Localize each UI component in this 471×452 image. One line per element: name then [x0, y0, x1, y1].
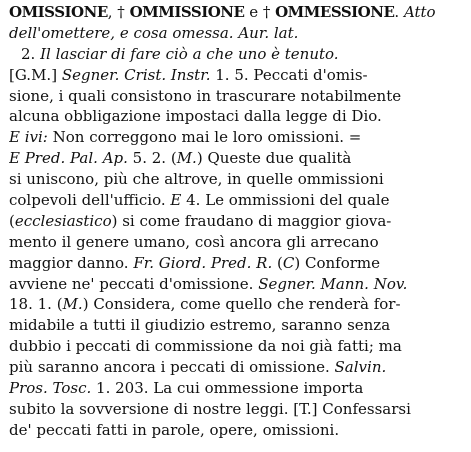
- text-run: subito la sovversione di nostre leggi. [T.] Confessarsi: [9, 399, 411, 418]
- italic-text: E Pred. Pal. Ap.: [9, 149, 128, 168]
- text-run: più saranno ancora i peccati di omissione.: [9, 358, 335, 377]
- text-run: avviene ne' peccati d'omissione.: [9, 274, 259, 293]
- entry-line: [9, 294, 463, 315]
- text-run: 1. 5. Peccati d'omis-: [210, 65, 368, 84]
- text-run: ) Queste due qualità: [196, 149, 352, 168]
- italic-text: M.: [62, 295, 83, 314]
- entry-line: [9, 232, 463, 253]
- entry-line: [9, 399, 463, 420]
- italic-text: Salvin.: [334, 358, 387, 377]
- text-run: (: [9, 211, 15, 230]
- entry-line: [9, 253, 463, 274]
- text-run: alcuna obbligazione impostaci dalla legge di Dio.: [9, 107, 382, 126]
- entry-line: [9, 169, 463, 190]
- italic-text: C: [282, 253, 295, 272]
- text-run: dubbio i peccati di commissione da noi già fatti; ma: [9, 337, 402, 356]
- italic-text: Segner. Mann. Nov.: [258, 274, 408, 293]
- text-run: e †: [244, 3, 276, 21]
- text-run: 2.: [21, 44, 41, 63]
- entry-line: [9, 127, 463, 148]
- entry-line: [9, 86, 463, 107]
- entry-line: [9, 190, 463, 211]
- text-run: 18. 1. (: [9, 295, 63, 314]
- entry-headline: [9, 2, 463, 23]
- text-run: ) si come fraudano di maggior giova-: [111, 211, 392, 230]
- text-run: midabile a tutti il giudizio estremo, saranno senza: [9, 316, 391, 335]
- entry-line: [9, 315, 463, 336]
- text-run: ) Conforme: [294, 253, 381, 272]
- text-run: sione, i quali consistono in trascurare notabilmente: [9, 86, 402, 105]
- entry-line: [9, 65, 463, 86]
- italic-text: E: [170, 191, 182, 210]
- text-run: ) Considera, come quello che renderà for-: [82, 295, 401, 314]
- text-run: (: [272, 253, 283, 272]
- text-run: [G.M.]: [9, 65, 62, 84]
- text-run: , †: [107, 3, 130, 21]
- headword: OMISSIONE: [9, 3, 108, 21]
- entry-line: [9, 357, 463, 378]
- italic-text: dell'omettere, e cosa omessa. Aur. lat.: [9, 23, 299, 42]
- text-run: colpevoli dell'ufficio.: [9, 191, 171, 210]
- entry-line: [9, 336, 463, 357]
- entry-line: [9, 44, 471, 65]
- text-run: Non correggono mai le loro omissioni. =: [47, 128, 362, 147]
- italic-text: Segner. Crist. Instr.: [61, 65, 211, 84]
- entry-line: [9, 274, 463, 295]
- italic-text: Il lasciar di fare ciò a che uno è tenuto.: [40, 44, 339, 63]
- entry-body: [9, 2, 463, 441]
- headword: OMMESSIONE: [275, 3, 395, 21]
- italic-text: ecclesiastico: [14, 211, 112, 230]
- entry-line: [9, 148, 463, 169]
- italic-text: M.: [176, 149, 197, 168]
- headword: OMMISSIONE: [129, 3, 245, 21]
- text-run: mento il genere umano, così ancora gli arrecano: [9, 232, 379, 251]
- italic-text: Pros. Tosc.: [9, 379, 92, 398]
- text-run: 5. 2. (: [127, 149, 177, 168]
- text-run: 4. Le ommissioni del quale: [181, 191, 390, 210]
- text-run: maggior danno.: [9, 253, 134, 272]
- italic-text: Fr. Giord. Pred. R.: [133, 253, 273, 272]
- entry-line: [9, 378, 463, 399]
- entry-line: [9, 106, 463, 127]
- italic-text: E ivi:: [9, 128, 48, 147]
- text-run: de' peccati fatti in parole, opere, omissioni.: [9, 420, 340, 439]
- entry-line: [9, 420, 463, 441]
- text-run: .: [394, 3, 404, 21]
- text-run: si uniscono, più che altrove, in quelle ommissioni: [9, 170, 384, 189]
- text-run: 1. 203. La cui ommessione importa: [91, 379, 364, 398]
- italic-text: Atto: [403, 3, 436, 21]
- entry-line: [9, 23, 463, 44]
- entry-line: [9, 211, 463, 232]
